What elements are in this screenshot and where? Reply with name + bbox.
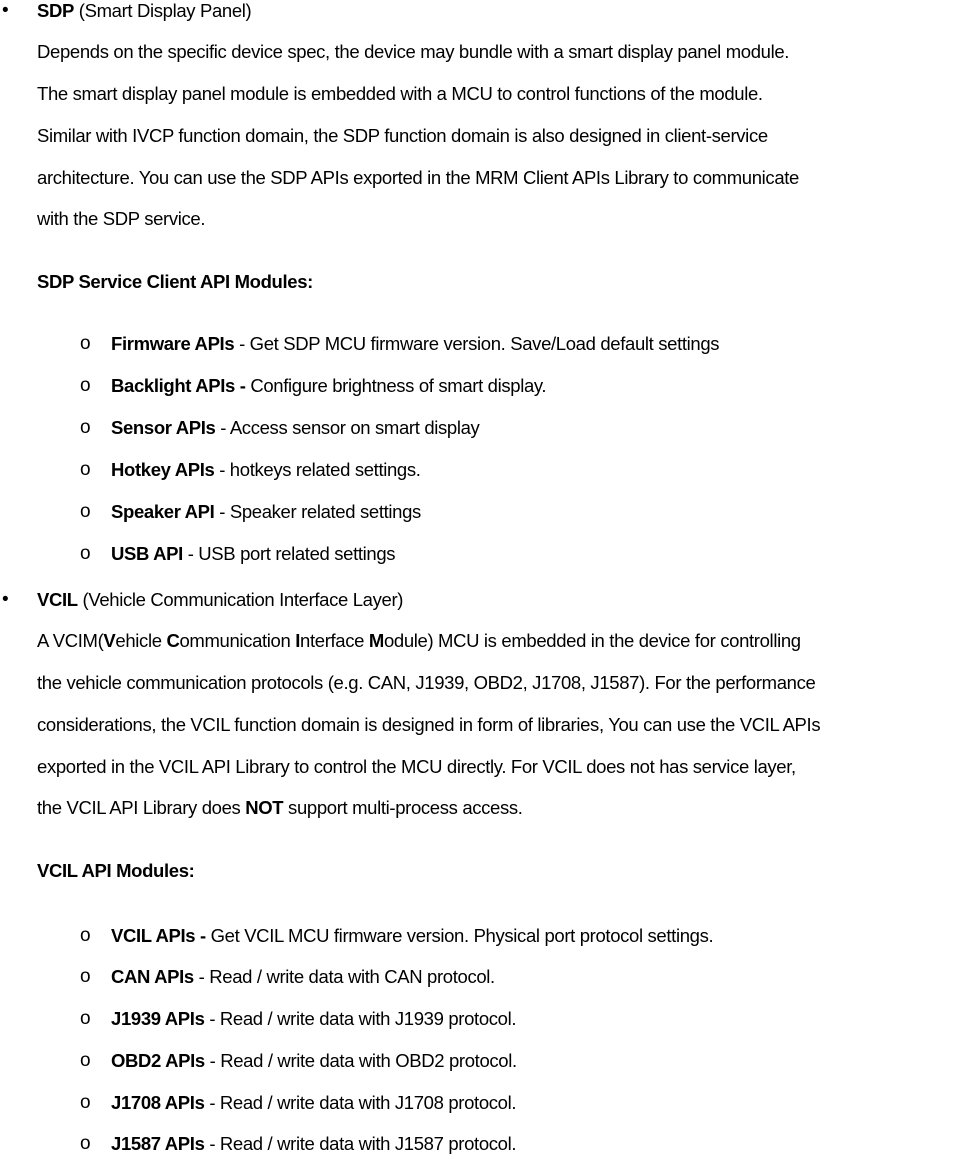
vcil-paragraph-line: exported in the VCIL API Library to control the MCU directly. For VCIL does not has service layer, <box>37 756 796 777</box>
module-name: Sensor APIs <box>111 417 216 438</box>
text-span: odule) MCU is embedded in the device for controlling <box>383 630 801 651</box>
vcil-subtitle: (Vehicle Communication Interface Layer) <box>77 589 404 610</box>
sdp-modules-heading: SDP Service Client API Modules: <box>37 271 313 292</box>
module-name: OBD2 APIs <box>111 1050 205 1071</box>
module-desc: - Get SDP MCU firmware version. Save/Load default settings <box>234 333 720 354</box>
circle-bullet-icon: o <box>80 1133 91 1154</box>
module-desc: - USB port related settings <box>182 543 396 564</box>
text-span: ehicle <box>115 630 167 651</box>
vcil-paragraph-line: considerations, the VCIL function domain is designed in form of libraries, You can use the VCIL APIs <box>37 714 821 735</box>
circle-bullet-icon: o <box>80 417 91 438</box>
circle-bullet-icon: o <box>80 333 91 354</box>
sdp-subtitle: (Smart Display Panel) <box>74 0 252 21</box>
circle-bullet-icon: o <box>80 375 91 396</box>
sdp-paragraph-line: with the SDP service. <box>37 208 206 229</box>
sdp-paragraph-line: The smart display panel module is embedded with a MCU to control functions of the module. <box>37 83 763 104</box>
module-name: Backlight APIs - <box>111 375 246 396</box>
text-span: A VCIM( <box>37 630 104 651</box>
text-span: support multi-process access. <box>283 797 523 818</box>
module-name: Hotkey APIs <box>111 459 215 480</box>
vcil-paragraph-line: the vehicle communication protocols (e.g. CAN, J1939, OBD2, J1708, J1587). For the performance <box>37 672 816 693</box>
module-desc: Configure brightness of smart display. <box>245 375 547 396</box>
module-desc: - Read / write data with J1708 protocol. <box>204 1092 517 1113</box>
module-name: VCIL APIs - <box>111 925 206 946</box>
circle-bullet-icon: o <box>80 966 91 987</box>
text-span: the VCIL API Library does <box>37 797 246 818</box>
module-desc: - Read / write data with CAN protocol. <box>193 966 495 987</box>
module-name: J1939 APIs <box>111 1008 205 1029</box>
module-desc: - Read / write data with J1587 protocol. <box>204 1133 517 1154</box>
circle-bullet-icon: o <box>80 459 91 480</box>
circle-bullet-icon: o <box>80 501 91 522</box>
module-name: Speaker API <box>111 501 215 522</box>
module-desc: - Speaker related settings <box>214 501 421 522</box>
module-desc: - hotkeys related settings. <box>214 459 421 480</box>
module-name: J1587 APIs <box>111 1133 205 1154</box>
module-desc: - Read / write data with OBD2 protocol. <box>204 1050 517 1071</box>
module-name: CAN APIs <box>111 966 194 987</box>
acronym-letter: M <box>368 630 384 651</box>
bullet-icon: • <box>2 589 9 610</box>
module-desc: Get VCIL MCU firmware version. Physical port protocol settings. <box>205 925 714 946</box>
module-desc: - Read / write data with J1939 protocol. <box>204 1008 517 1029</box>
emphasis-text: NOT <box>245 797 284 818</box>
vcil-title: VCIL <box>37 589 78 610</box>
module-name: Firmware APIs <box>111 333 235 354</box>
text-span: ommunication <box>179 630 296 651</box>
circle-bullet-icon: o <box>80 1092 91 1113</box>
text-span: nterface <box>300 630 369 651</box>
module-name: J1708 APIs <box>111 1092 205 1113</box>
circle-bullet-icon: o <box>80 1050 91 1071</box>
sdp-paragraph-line: architecture. You can use the SDP APIs exported in the MRM Client APIs Library to communicate <box>37 167 799 188</box>
circle-bullet-icon: o <box>80 1008 91 1029</box>
acronym-letter: V <box>103 630 116 651</box>
sdp-paragraph-line: Depends on the specific device spec, the device may bundle with a smart display panel module. <box>37 41 790 62</box>
vcil-heading <box>37 589 403 611</box>
acronym-letter: C <box>166 630 180 651</box>
sdp-heading <box>37 0 251 22</box>
acronym-letter: I <box>295 630 301 651</box>
vcil-paragraph-line <box>37 797 523 819</box>
vcil-paragraph-line <box>37 630 801 652</box>
module-desc: - Access sensor on smart display <box>215 417 480 438</box>
circle-bullet-icon: o <box>80 925 91 946</box>
sdp-title: SDP <box>37 0 74 21</box>
bullet-icon: • <box>2 0 9 21</box>
module-name: USB API <box>111 543 183 564</box>
circle-bullet-icon: o <box>80 543 91 564</box>
sdp-paragraph-line: Similar with IVCP function domain, the SDP function domain is also designed in client-service <box>37 125 768 146</box>
vcil-modules-heading: VCIL API Modules: <box>37 860 195 881</box>
